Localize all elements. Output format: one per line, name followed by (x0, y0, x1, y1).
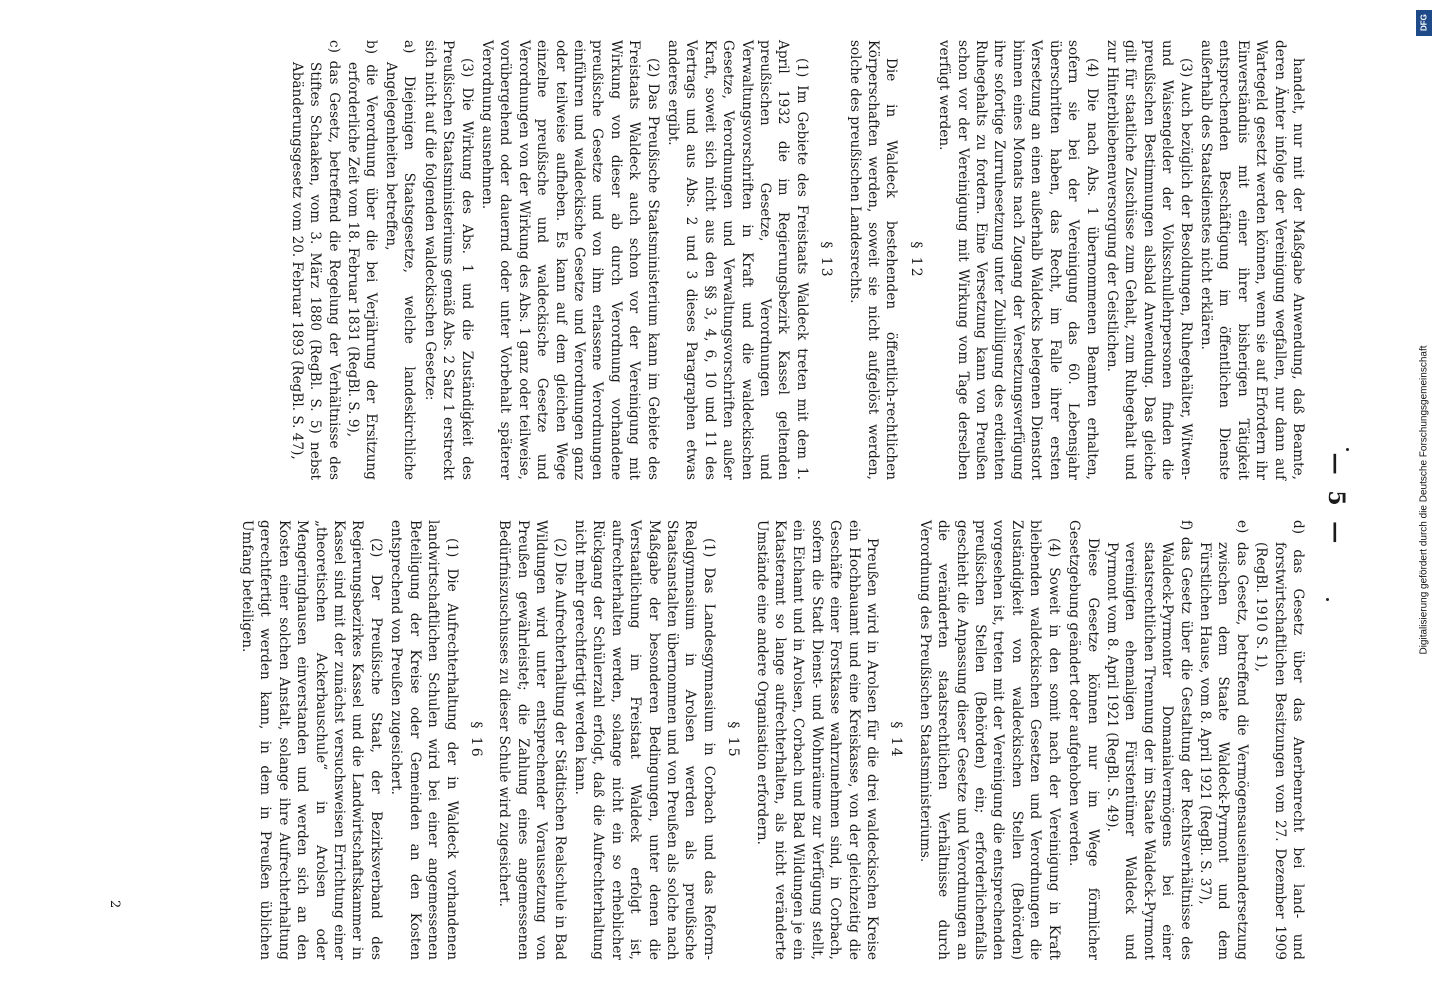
paragraph: (2) Das Preußische Staatsministerium kann im Gebiete des Freistaats Waldeck auch schon vor der Vereinigung mit Wirkung von dieser ab durch Verordnung vorhandene preußische Gesetze und von ihm erlassene Verordnungen einführen und waldeckische Gesetze und Verordnungen ganz oder teilweise aufheben. Es kann auf dem gleichen Wege einzelne preußische und waldeckische Gesetze und Verordnungen von der Wirkung des Abs. 1 ganz oder teilweise, vorübergehend oder dauernd oder unter Vorbehalt späterer Verordnung ausnehmen. (478, 40, 661, 480)
list-item: f) das Gesetz über die Gestaltung der Rechtsverhältnisse des Waldeck-Pyrmonter Domanialvermögens bei einer staatsrechtlichen Trennung der im Staate Waldeck-Pyrmont vereinigten ehemaligen Fürstentümer Waldeck und Pyrmont vom 8. April 1921 (RegBl. S. 49). (1103, 520, 1194, 960)
list-item: c) das Gesetz, betreffend die Regelung der Verhältnisse des Stiftes Schaaken, vom 3. März 1880 (RegBl. S. 5) nebst Abänderungsgesetz vom 20. Februar 1893 (RegBl. S. 47), (288, 40, 342, 480)
paragraph: (3) Die Wirkung des Abs. 1 und die Zuständigkeit des Preußischen Staatsministeriums gemäß Abs. 2 Satz 1 erstreckt sich nicht auf die folgenden waldeckischen Gesetze: (421, 40, 475, 480)
paragraph: Preußen wird in Arolsen für die drei waldeckischen Kreise ein Hochbauamt und eine Kreiskasse, von der gleichzeitig die Geschäfte einer Forstkasse wahrzunehmen sind, in Corbach, sofern die Stadt Dienst- und Wohnräume zur Verfügung stellt, ein Eichamt und in Arolsen, Corbach und Bad Wildungen je ein Katasteramt so lange aufrechterhalten, als nicht veränderte Umstände eine andere Organisation erfordern. (753, 520, 881, 960)
ink-dot (1346, 448, 1349, 451)
signature-mark: 2 (107, 900, 122, 909)
section-heading-14: § 14 (888, 721, 905, 759)
paragraph: (1) Das Landesgymnasium in Corbach und das Reform-Realgymnasium in Arolsen werden als preußische Staatsanstalten übernommen und von Preußen als solche nach Maßgabe der besonderen Bedingungen, unter denen die Verstaatlichung im Freistaat Waldeck erfolgt ist, aufrechterhalten werden, solange nicht ein so erheblicher Rückgang der Schülerzahl erfolgt, daß die Aufrechterhaltung nicht mehr gerechtfertigt werden kann. (571, 520, 717, 960)
paragraph: (2) Die Aufrechterhaltung der Städtischen Realschule in Bad Wildungen wird unter entsprechender Voraussetzung von Preußen gewährleistet; die Zahlung eines angemessenen Bedürfniszuschusses zu dieser Schule wird zugesichert. (496, 520, 568, 960)
list-item: a) Diejenigen Staatsgesetze, welche landeskirchliche Angelegenheiten betreffen, (382, 40, 418, 480)
rotated-document-page (57, 0, 1377, 1000)
paragraph: Die in Waldeck bestehenden öffentlich-rechtlichen Körperschaften werden, soweit sie nicht aufgelöst werden, solche des preußischen Landesrechts. (846, 40, 900, 480)
section-heading-13: § 13 (818, 241, 835, 279)
paragraph: (1) Im Gebiete des Freistaats Waldeck treten mit dem 1. April 1932 die im Regierungsbezirk Kassel geltenden preußischen Gesetze, Verordnungen und Verwaltungsvorschriften in Kraft und die waldeckischen Gesetze, Verordnungen und Verwaltungsvorschriften außer Kraft, soweit sich nicht aus den §§ 3, 4, 6, 10 und 11 des Vertrags und aus Abs. 2 und 3 dieses Paragraphen etwas anderes ergibt. (665, 40, 810, 480)
section-heading-12: § 12 (907, 241, 924, 279)
list-item: e) das Gesetz, betreffend die Vermögensauseinandersetzung zwischen dem Staate Waldeck-Pyrmont und dem Fürstlichen Hause, vom 8. April 1921 (RegBl. S. 37), (1196, 520, 1250, 960)
law-list (1103, 520, 1307, 960)
paragraph: (2) Der Preußische Staat, der Bezirksverband des Regierungsbezirkes Kassel und die Landwirtschaftskammer in Kassel sind mit der zunächst versuchsweisen Errichtung einer „theoretischen Ackerbauschule“ in Arolsen oder Mengeringhausen einverstanden und werden sich an den Kosten einer solchen Anstalt, solange ihre Aufrechterhaltung gerechtfertigt werden kann, in dem in Preußen üblichen Umfang beteiligen. (239, 520, 384, 960)
dfg-logo-icon: DFG (1416, 10, 1432, 36)
section-heading-16: § 16 (467, 721, 484, 759)
page-number: — 5 — (1323, 452, 1349, 548)
right-text-column (236, 520, 1307, 960)
paragraph: (4) Soweit in den somit nach der Vereinigung in Kraft bleibenden waldeckischen Gesetzen und Verordnungen die Zuständigkeit von waldeckischen Stellen (Behörden) vorgesehen ist, treten mit der Vereinigung die entsprechenden preußischen Stellen (Behörden) ein; erforderlichenfalls geschieht die Anpassung dieser Gesetze und Verordnungen an die veränderten staatsrechtlichen Verhältnisse durch Verordnung des Preußischen Staatsministeriums. (916, 520, 1062, 960)
list-item: b) die Verordnung über die bei Verjährung der Ersitzung erforderliche Zeit vom 18. Februar 1831 (RegBl. S. 9), (345, 40, 380, 480)
paragraph: (4) Die nach Abs. 1 übernommenen Beamten erhalten, sofern sie bei der Vereinigung das 60. Lebensjahr überschritten haben, das Recht, im Falle ihrer ersten Versetzung an einen außerhalb Waldecks belegenen Dienstort binnen eines Monats nach Zugang der Versetzungsverfügung ihre sofortige Zurruhesetzung unter Zubilligung des erdienten Ruhegehalts zu fordern. Eine Versetzung kann von Preußen schon vor der Vereinigung mit Wirkung vom Tage derselben verfügt werden. (936, 40, 1100, 480)
digitization-credit: Digitalisierung gefördert durch die Deutsche Forschungsgemeinschaft (1418, 345, 1430, 655)
ink-dot (1326, 598, 1329, 601)
digitization-sidebar (1414, 0, 1434, 1000)
paragraph: (3) Auch bezüglich der Besoldungen, Ruhegehälter, Witwen- und Waisengelder der Volksschullehrpersonen finden die preußischen Bestimmungen alsbald Anwendung. Das gleiche gilt für staatliche Zuschüsse zum Gehalt, zum Ruhegehalt und zur Hinterbliebenenversorgung der Geistlichen. (1103, 40, 1194, 480)
list-item: d) das Gesetz über das Anerbenrecht bei land- und forstwirtschaftlichen Besitzungen vom 27. Dezember 1909 (RegBl. 1910 S. 1), (1253, 520, 1306, 960)
law-list (287, 40, 418, 480)
paragraph: (1) Die Aufrechterhaltung der in Waldeck vorhandenen landwirtschaftlichen Schulen wird bei einer angemessenen Beteiligung der Kreise oder Gemeinden an den Kosten entsprechend von Preußen zugesichert. (388, 520, 460, 960)
paragraph: handelt, nur mit der Maßgabe Anwendung, daß Beamte, deren Ämter infolge der Vereinigung wegfallen, nur dann auf Wartegeld gesetzt werden können, wenn sie auf Erfordern ihr Einverständnis mit einer ihrer bisherigen Tätigkeit entsprechenden Beschäftigung im öffentlichen Dienste außerhalb des Staatsdienstes nicht erklären. (1197, 40, 1306, 480)
left-text-column (286, 40, 1307, 480)
paragraph: Diese Gesetze können nur im Wege förmlicher Gesetzgebung geändert oder aufgehoben werden. (1066, 520, 1101, 960)
section-heading-15: § 15 (725, 721, 742, 759)
